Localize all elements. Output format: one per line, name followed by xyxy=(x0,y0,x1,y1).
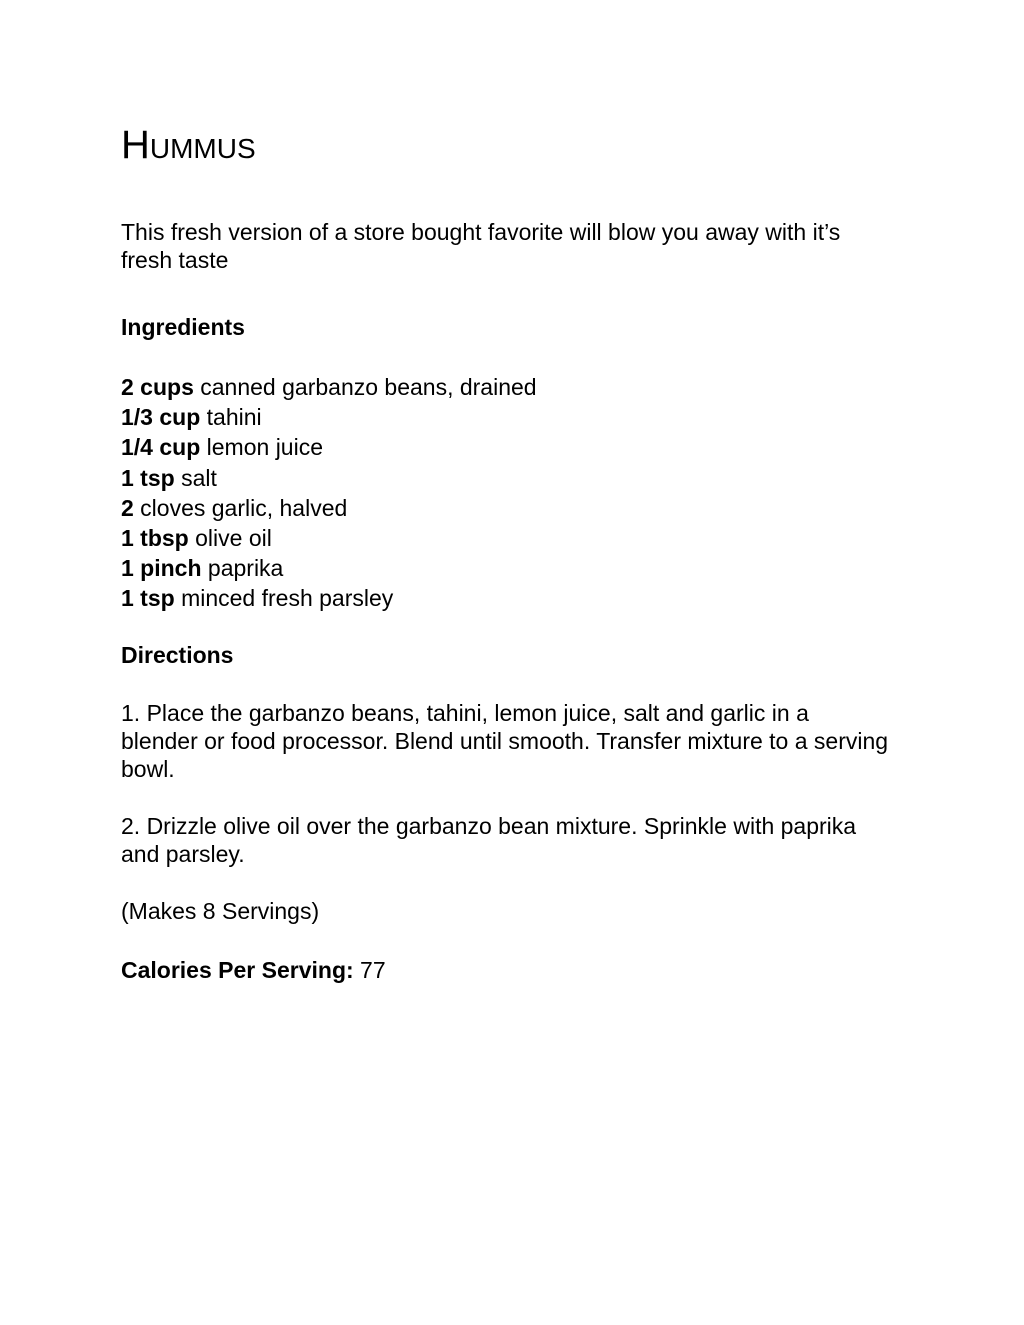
ingredient-item xyxy=(121,523,537,553)
ingredient-quantity: 1 tsp xyxy=(121,464,175,491)
ingredients-list xyxy=(121,372,537,614)
ingredient-name: cloves garlic, halved xyxy=(133,494,348,521)
ingredient-name: tahini xyxy=(200,404,262,431)
ingredient-name: canned garbanzo beans, drained xyxy=(193,374,537,400)
ingredient-quantity: 2 cups xyxy=(121,374,194,400)
ingredient-item xyxy=(121,583,537,613)
ingredient-quantity: 1 tbsp xyxy=(121,525,189,552)
calories-value: 77 xyxy=(353,957,386,983)
ingredient-item xyxy=(121,463,537,493)
directions-heading: Directions xyxy=(121,642,234,668)
calories-line xyxy=(121,956,386,984)
direction-step: 1. Place the garbanzo beans, tahini, lemon juice, salt and garlic in a blender or food processor. Blend until smooth. Transfer mixture to a serving bowl. xyxy=(121,700,889,782)
ingredient-quantity: 2 xyxy=(121,494,134,521)
ingredients-heading: Ingredients xyxy=(121,314,245,340)
ingredient-quantity: 1 tsp xyxy=(121,585,175,612)
ingredient-item xyxy=(121,402,537,432)
ingredient-item xyxy=(121,493,537,523)
ingredient-name: lemon juice xyxy=(200,434,323,461)
ingredient-item xyxy=(121,372,537,402)
ingredient-quantity: 1/3 cup xyxy=(121,404,201,431)
ingredient-item xyxy=(121,553,537,583)
ingredient-name: olive oil xyxy=(188,525,272,552)
ingredient-quantity: 1 pinch xyxy=(121,555,202,582)
ingredient-name: salt xyxy=(174,464,217,491)
calories-label: Calories Per Serving: xyxy=(121,957,354,983)
ingredient-item xyxy=(121,432,537,462)
direction-step: 2. Drizzle olive oil over the garbanzo bean mixture. Sprinkle with paprika and parsley. xyxy=(121,813,857,867)
ingredient-name: paprika xyxy=(201,555,284,582)
ingredient-name: minced fresh parsley xyxy=(174,585,394,612)
servings-note: (Makes 8 Servings) xyxy=(121,898,320,924)
ingredient-quantity: 1/4 cup xyxy=(121,434,201,461)
recipe-intro: This fresh version of a store bought favorite will blow you away with it’s fresh taste xyxy=(121,219,841,273)
recipe-title: Hummus xyxy=(121,123,256,167)
